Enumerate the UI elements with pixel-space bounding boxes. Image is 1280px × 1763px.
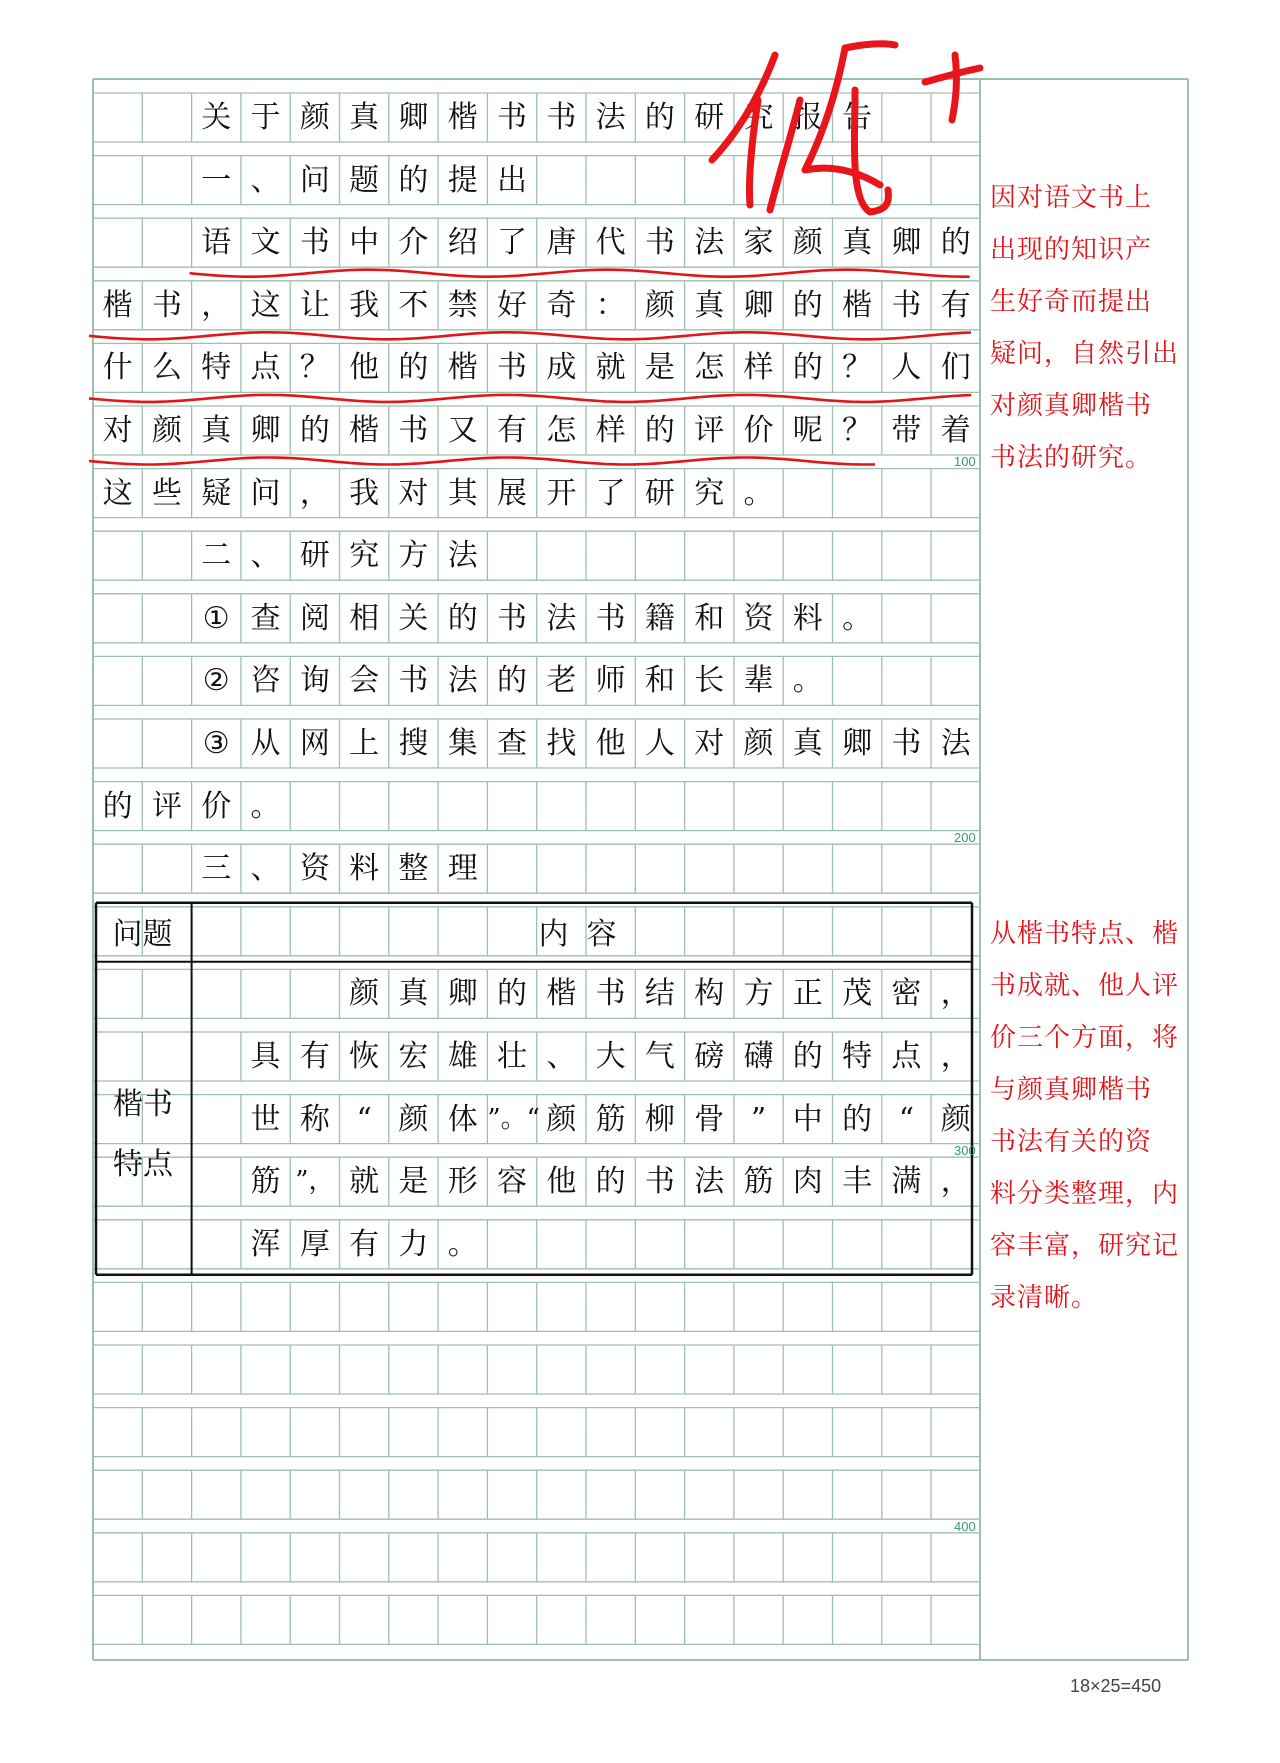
char-cell: 、 <box>250 851 281 887</box>
char-cell: 浑 <box>250 1226 281 1262</box>
comment-line: 书法的研究。 <box>990 443 1153 473</box>
table-header-content: 内容 <box>538 917 635 952</box>
char-cell: 其 <box>447 475 478 511</box>
char-cell: 正 <box>792 976 823 1012</box>
char-cell: 查 <box>250 600 281 636</box>
char-cell: 们 <box>940 350 971 386</box>
char-cell: 于 <box>250 100 281 135</box>
char-cell <box>93 156 142 205</box>
char-cell <box>142 1220 191 1269</box>
char-cell: 研 <box>644 475 675 511</box>
char-cell: 书 <box>644 1164 675 1200</box>
char-cell: ， <box>940 1039 971 1074</box>
char-cell: 筋 <box>595 1101 626 1137</box>
char-cell: 从 <box>250 726 281 761</box>
table-row-label: 楷书特点 <box>113 1087 173 1182</box>
char-cell: 方 <box>743 976 774 1012</box>
char-cell: 人 <box>891 350 922 386</box>
char-cell: 语 <box>201 225 232 261</box>
char-cell: “ <box>898 1101 915 1137</box>
char-cell: 样 <box>595 413 626 448</box>
essay-row <box>93 656 981 705</box>
char-cell: ： <box>595 287 626 323</box>
char-cell: 价 <box>201 788 232 824</box>
char-cell: 着 <box>940 413 971 448</box>
essay-row <box>93 281 981 330</box>
char-cell: 他 <box>595 726 626 761</box>
comment-line: 容丰富，研究记 <box>990 1231 1180 1261</box>
char-cell: 咨 <box>250 663 281 699</box>
char-cell: 就 <box>595 350 626 386</box>
char-cell: 带 <box>891 413 922 448</box>
char-cell <box>142 156 191 205</box>
char-cell: 和 <box>644 663 675 699</box>
char-cell: 颜 <box>792 225 823 261</box>
char-cell: 又 <box>447 413 478 448</box>
char-cell: 构 <box>694 976 725 1012</box>
char-cell: 。 <box>842 600 873 636</box>
char-cell: 书 <box>595 600 626 636</box>
char-cell: ② <box>202 663 230 699</box>
char-cell: 楷 <box>447 350 478 386</box>
char-cell: 法 <box>595 100 626 135</box>
char-cell <box>142 594 191 643</box>
teacher-comment-2 <box>990 908 1186 1324</box>
char-cell: 评 <box>151 788 182 824</box>
char-cell: 对 <box>102 413 133 448</box>
char-cell: 具 <box>250 1039 281 1074</box>
char-cell: 容 <box>497 1164 528 1200</box>
char-cell: 有 <box>940 287 971 323</box>
char-cell: 绍 <box>447 225 478 261</box>
char-cell: 书 <box>497 100 528 135</box>
table-header-question: 问题 <box>112 917 173 952</box>
char-cell: 气 <box>644 1039 675 1074</box>
char-cell: 二 <box>201 538 232 574</box>
char-cell: 一 <box>201 162 232 198</box>
char-cell: ” <box>750 1101 767 1137</box>
char-cell: ？ <box>299 350 330 386</box>
char-cell: 颜 <box>349 976 380 1012</box>
char-cell: 是 <box>644 350 675 386</box>
char-cell: 世 <box>250 1101 281 1137</box>
char-cell: 师 <box>595 663 626 699</box>
char-cell: 资 <box>743 600 774 636</box>
char-cell <box>192 1032 241 1081</box>
char-cell: 法 <box>447 663 478 699</box>
char-cell: 的 <box>299 413 330 448</box>
char-cell: 筋 <box>743 1164 774 1200</box>
char-cell: 怎 <box>694 350 725 386</box>
char-cell: 了 <box>595 475 626 511</box>
char-cell: 好 <box>497 287 528 323</box>
char-cell <box>93 594 142 643</box>
char-cell: 阅 <box>299 600 330 636</box>
char-cell: 雄 <box>447 1039 478 1074</box>
char-cell: 找 <box>546 726 577 761</box>
char-cell: 介 <box>398 225 429 261</box>
char-cell: 展 <box>497 475 528 511</box>
char-cell: 书 <box>546 100 577 135</box>
essay-row <box>93 594 981 643</box>
essay-row <box>93 531 981 580</box>
char-cell: 的 <box>842 1101 873 1137</box>
char-cell <box>142 93 191 142</box>
char-cell: 籍 <box>644 600 675 636</box>
char-cell: 称 <box>299 1101 330 1137</box>
char-cell: 的 <box>792 350 823 386</box>
char-cell: 查 <box>497 726 528 761</box>
essay-row <box>93 218 981 267</box>
char-cell: 楷 <box>546 976 577 1012</box>
char-cell <box>93 969 142 1018</box>
table-content-row <box>93 1157 981 1206</box>
table-content-row <box>93 1095 981 1144</box>
char-cell <box>93 719 142 768</box>
essay-row <box>93 844 981 893</box>
char-cell: 对 <box>694 726 725 761</box>
char-cell: 书 <box>595 976 626 1012</box>
char-cell: 不 <box>398 287 429 323</box>
char-cell: 力 <box>398 1226 429 1262</box>
char-cell: 研 <box>694 100 725 135</box>
char-cell: 三 <box>201 851 232 887</box>
char-cell: 特 <box>201 350 232 386</box>
char-cell: 对 <box>398 475 429 511</box>
char-cell: 的 <box>102 788 133 824</box>
char-cell: 的 <box>644 413 675 448</box>
char-cell: 真 <box>694 287 725 323</box>
char-cell: 筋 <box>250 1164 281 1200</box>
char-cell: 颜 <box>940 1101 971 1137</box>
char-cell: ？ <box>842 413 873 448</box>
char-cell: 书 <box>299 225 330 261</box>
comment-line: 生好奇而提出 <box>990 287 1153 317</box>
char-cell: 辈 <box>743 663 774 699</box>
char-cell: 、 <box>546 1039 577 1074</box>
comment-line: 疑问，自然引出 <box>990 339 1180 369</box>
comment-line: 对颜真卿楷书 <box>990 391 1153 421</box>
char-cell <box>192 1095 241 1144</box>
char-cell: 书 <box>398 413 429 448</box>
comment-line: 料分类整理，内 <box>990 1179 1180 1209</box>
char-cell: 书 <box>891 287 922 323</box>
char-cell <box>93 93 142 142</box>
char-cell: 楷 <box>102 287 133 323</box>
grid-size-label: 18×25=450 <box>1070 1676 1162 1696</box>
char-cell <box>93 844 142 893</box>
char-cell: 书 <box>398 663 429 699</box>
char-cell <box>142 531 191 580</box>
char-cell <box>290 969 339 1018</box>
char-cell: 密 <box>891 976 922 1012</box>
char-cell: 真 <box>398 976 429 1012</box>
char-cell: 的 <box>792 1039 823 1074</box>
char-cell: 集 <box>447 726 478 761</box>
char-cell: 价 <box>743 413 774 448</box>
char-cell: 的 <box>940 225 971 261</box>
char-cell: 了 <box>497 225 528 261</box>
char-cell: 的 <box>792 287 823 323</box>
counter-200: 200 <box>954 830 976 845</box>
char-cell: 关 <box>398 600 429 636</box>
table-content-row <box>93 1220 981 1269</box>
char-cell <box>93 1220 142 1269</box>
char-cell: 骨 <box>694 1101 725 1137</box>
char-cell: 他 <box>546 1164 577 1200</box>
char-cell: 法 <box>940 726 971 761</box>
char-cell: 礴 <box>743 1039 774 1074</box>
char-cell: 结 <box>644 976 675 1012</box>
char-cell: 么 <box>151 350 182 386</box>
char-cell: 。 <box>447 1226 478 1262</box>
char-cell: 肉 <box>792 1164 823 1200</box>
char-cell: 禁 <box>447 287 478 323</box>
char-cell <box>241 969 290 1018</box>
char-cell: 书 <box>497 600 528 636</box>
char-cell: 卿 <box>891 225 922 261</box>
char-cell: 楷 <box>447 100 478 135</box>
comment-line: 价三个方面，将 <box>990 1023 1180 1053</box>
char-cell: 楷 <box>349 413 380 448</box>
char-cell: 。 <box>792 663 823 699</box>
char-cell: 颜 <box>743 726 774 761</box>
char-cell: 长 <box>694 663 725 699</box>
char-cell: 颜 <box>299 100 330 135</box>
char-cell: 中 <box>349 225 380 261</box>
essay-row <box>93 782 981 831</box>
char-cell: 满 <box>891 1164 922 1200</box>
char-cell: 疑 <box>201 475 232 511</box>
char-cell: 体 <box>447 1101 478 1137</box>
char-cell <box>142 656 191 705</box>
char-cell: 的 <box>497 663 528 699</box>
char-cell: 书 <box>644 225 675 261</box>
char-cell <box>93 531 142 580</box>
char-cell: 究 <box>349 538 380 574</box>
char-cell: 理 <box>447 851 478 887</box>
char-cell: 茂 <box>842 976 873 1012</box>
comment-line: 因对语文书上 <box>990 183 1153 213</box>
char-cell: 研 <box>299 538 330 574</box>
char-cell <box>93 656 142 705</box>
char-cell: ？ <box>842 350 873 386</box>
char-cell: 的 <box>644 100 675 135</box>
char-cell: 究 <box>743 100 774 135</box>
char-cell: 是 <box>398 1164 429 1200</box>
essay-row <box>93 469 981 518</box>
char-cell <box>93 1032 142 1081</box>
comment-line: 书法有关的资 <box>990 1127 1153 1157</box>
char-cell: ， <box>940 1164 971 1200</box>
char-cell: 、 <box>250 538 281 574</box>
char-cell: 告 <box>842 100 873 135</box>
char-cell: 上 <box>349 726 380 761</box>
char-cell <box>142 1032 191 1081</box>
char-cell: 整 <box>398 851 429 887</box>
char-cell: 书 <box>151 287 182 323</box>
char-cell: 厚 <box>299 1226 330 1262</box>
char-cell: 呢 <box>792 413 823 448</box>
comment-line: 从楷书特点、楷 <box>990 919 1180 949</box>
char-cell: ， <box>201 287 232 323</box>
char-cell <box>192 1157 241 1206</box>
char-cell: 料 <box>792 600 823 636</box>
char-cell: 人 <box>644 726 675 761</box>
char-cell: 点 <box>250 350 281 386</box>
char-cell: ”。“ <box>487 1103 540 1134</box>
char-cell: 、 <box>250 162 281 198</box>
char-cell <box>142 218 191 267</box>
essay-row <box>93 156 981 205</box>
char-cell: 会 <box>349 663 380 699</box>
char-cell: 壮 <box>497 1039 528 1074</box>
char-cell: 有 <box>349 1226 380 1262</box>
char-cell: 书 <box>497 350 528 386</box>
char-cell: 报 <box>792 100 823 135</box>
char-cell: ， <box>299 475 330 511</box>
comment-line: 出现的知识产 <box>990 235 1153 265</box>
char-cell: 法 <box>694 1164 725 1200</box>
counter-300: 300 <box>954 1143 976 1158</box>
char-cell: 提 <box>447 162 478 198</box>
char-cell: 书 <box>891 726 922 761</box>
char-cell: 究 <box>694 475 725 511</box>
comment-line: 录清晰。 <box>990 1283 1099 1313</box>
char-cell: 卿 <box>842 726 873 761</box>
char-cell <box>93 218 142 267</box>
essay-row <box>93 719 981 768</box>
char-cell: 文 <box>250 225 281 261</box>
char-cell: 题 <box>349 162 380 198</box>
char-cell: ③ <box>202 726 230 761</box>
char-cell: 料 <box>349 851 380 887</box>
char-cell: 点 <box>891 1039 922 1074</box>
char-cell: 楷 <box>842 287 873 323</box>
char-cell: 代 <box>595 225 626 261</box>
char-cell: 资 <box>299 851 330 887</box>
char-cell: 丰 <box>842 1164 873 1200</box>
comment-line: 书成就、他人评 <box>990 971 1180 1001</box>
char-cell: 样 <box>743 350 774 386</box>
char-cell: 他 <box>349 350 380 386</box>
char-cell: 方 <box>398 538 429 574</box>
table-content-row <box>93 1032 981 1081</box>
char-cell: 卿 <box>250 413 281 448</box>
char-cell: 成 <box>546 350 577 386</box>
char-cell: 大 <box>595 1039 626 1074</box>
char-cell: 和 <box>694 600 725 636</box>
char-cell: 颜 <box>151 413 182 448</box>
char-cell: 什 <box>102 350 133 386</box>
char-cell: 恢 <box>349 1039 380 1074</box>
char-cell: 宏 <box>398 1039 429 1074</box>
char-cell <box>192 1220 241 1269</box>
char-cell: 唐 <box>546 225 577 261</box>
char-cell: 的 <box>398 162 429 198</box>
char-cell: 卿 <box>398 100 429 135</box>
char-cell: 相 <box>349 600 380 636</box>
char-cell <box>142 844 191 893</box>
char-cell: 些 <box>151 475 182 511</box>
char-cell <box>142 969 191 1018</box>
char-cell: 家 <box>743 225 774 261</box>
char-cell: 的 <box>595 1164 626 1200</box>
char-cell: 出 <box>497 162 528 198</box>
char-cell: “ <box>356 1101 372 1137</box>
teacher-comment-1 <box>990 172 1186 484</box>
char-cell: 真 <box>792 726 823 761</box>
char-cell: 我 <box>349 287 380 323</box>
char-cell: 让 <box>299 287 330 323</box>
char-cell: 法 <box>546 600 577 636</box>
char-cell: 颜 <box>644 287 675 323</box>
char-cell: 中 <box>792 1101 823 1137</box>
char-cell: 开 <box>546 475 577 511</box>
char-cell: 有 <box>497 413 528 448</box>
table-content-row <box>93 969 981 1018</box>
char-cell: 我 <box>349 475 380 511</box>
char-cell: 。 <box>743 475 774 511</box>
char-cell: 有 <box>299 1039 330 1074</box>
char-cell <box>192 969 241 1018</box>
char-cell: 问 <box>250 475 281 511</box>
char-cell: 问 <box>299 162 330 198</box>
char-cell: 网 <box>299 726 330 761</box>
char-cell: 的 <box>447 600 478 636</box>
char-cell: 。 <box>250 788 281 824</box>
counter-400: 400 <box>954 1519 976 1534</box>
comment-line: 与颜真卿楷书 <box>990 1075 1153 1105</box>
char-cell: 颜 <box>546 1101 577 1137</box>
char-cell: 搜 <box>398 726 429 761</box>
char-cell: 怎 <box>546 413 577 448</box>
char-cell: 这 <box>102 475 133 511</box>
essay-row <box>93 343 981 392</box>
char-cell: 就 <box>349 1164 380 1200</box>
char-cell: 老 <box>546 663 577 699</box>
char-cell: 这 <box>250 287 281 323</box>
char-cell: 法 <box>447 538 478 574</box>
char-cell: 的 <box>398 350 429 386</box>
char-cell: ， <box>940 976 971 1012</box>
char-cell: 真 <box>201 413 232 448</box>
char-cell: 卿 <box>743 287 774 323</box>
char-cell: 卿 <box>447 976 478 1012</box>
char-cell: 磅 <box>694 1039 725 1074</box>
char-cell: 颜 <box>398 1101 429 1137</box>
char-cell <box>142 719 191 768</box>
essay-row <box>93 406 981 455</box>
char-cell: 评 <box>694 413 725 448</box>
char-cell: 询 <box>299 663 330 699</box>
char-cell: 关 <box>201 100 232 135</box>
char-cell: 法 <box>694 225 725 261</box>
counter-100: 100 <box>954 454 976 469</box>
essay-row <box>93 93 981 142</box>
char-cell: 的 <box>497 976 528 1012</box>
char-cell: 特 <box>842 1039 873 1074</box>
char-cell: 奇 <box>546 287 577 323</box>
char-cell: ”， <box>295 1166 335 1197</box>
char-cell: 真 <box>349 100 380 135</box>
char-cell: 形 <box>447 1164 478 1200</box>
char-cell: 真 <box>842 225 873 261</box>
char-cell: 柳 <box>644 1101 675 1137</box>
char-cell: ① <box>202 600 230 636</box>
